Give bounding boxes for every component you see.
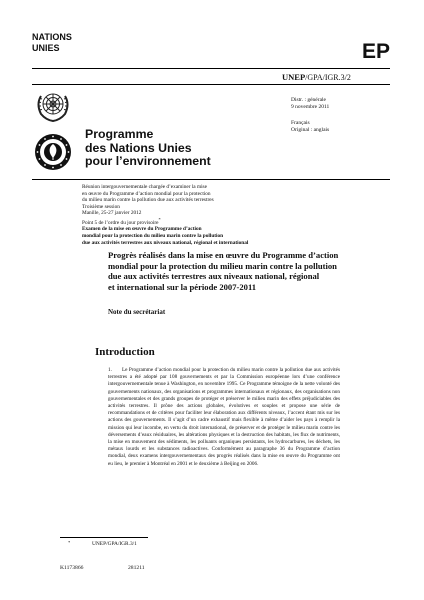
- agenda-item-line: [82, 217, 332, 226]
- agenda-footnote-mark: *: [158, 216, 161, 222]
- section-heading: Introduction: [95, 346, 155, 358]
- issue-date: 9 novembre 2011: [291, 104, 330, 110]
- language-code: EP: [362, 40, 391, 63]
- programme-line-2: des Nations Unies: [85, 140, 192, 155]
- item-title-line-1: Examen de la mise en œuvre du Programme d’action: [82, 226, 202, 233]
- paragraph-1: [108, 367, 340, 468]
- meeting-place: Manille, 25-27 janvier 2012: [82, 210, 142, 217]
- meeting-line-2: en œuvre du Programme d’action mondial pour la protection: [82, 190, 211, 197]
- org-line-2: UNIES: [32, 43, 60, 53]
- header-rule-bottom: [32, 179, 390, 180]
- secretariat-note: Note du secrétariat: [108, 308, 166, 316]
- paragraph-text: Le Programme d’action mondial pour la protection du milieu marin contre la pollution due aux activités terrestres a été adopté par 108 gouvernements et par la Commission européenne lors d’une conférence intergouvernementale tenue à Washington, en novembre 1995. Ce Programme témoigne de la nette volonté des gouvernements nationaux, des organisations et programmes internationaux et régionaux, des organisations non gouvernementales et des grands groupes de protéger et préserver le milieu marin des effets préjudiciables des activités terrestres. Il prône des actions globales, évolutives et souples et propose une série de recommandations et de critères pour faciliter leur élaboration aux différents niveaux, l’accent étant mis sur les actions des gouvernements. Il s’agit d’un cadre exhaustif mais flexible à même d’aider les pays à remplir la mission qui leur incombe, en vertu du droit international, de préserver et de protéger le milieu marin contre les déversements d’eaux résiduaires, les altérations physiques et la destruction des habitats, les flux de nutriments, la mise en mouvement des sédiments, les polluants organiques persistants, les hydrocarbures, les déchets, les métaux lourds et les substances radioactives. Conformément au paragraphe 36 du Programme d’action mondial, deux examens intergouvernementaux des progrès réalisés dans la mise en œuvre du Programme ont eu lieu, le premier à Montréal en 2001 et le deuxième à Beijing en 2006.: [108, 367, 340, 467]
- org-line-1: NATIONS: [32, 32, 72, 42]
- footnote-text: UNEP/GPA/IGR.3/1: [92, 541, 137, 547]
- programme-line-1: Programme: [85, 127, 154, 141]
- meeting-session: Troisième session: [82, 203, 120, 210]
- footnote-rule: [60, 537, 148, 538]
- symbol-prefix: UNEP: [282, 72, 306, 82]
- original-language: Français: [291, 120, 310, 126]
- programme-name: [85, 128, 211, 169]
- unep-logo-icon: [33, 132, 73, 172]
- title-line-1: Progrès réalisés dans la mise en œuvre du Programme d’action: [108, 250, 339, 260]
- distribution: Distr. : générale: [291, 97, 326, 103]
- paragraph-number: 1.: [108, 367, 112, 373]
- title-line-3: due aux activités terrestres aux niveaux national, régional: [108, 271, 320, 282]
- header-rule-top: [32, 68, 390, 69]
- meeting-line-3: du milieu marin contre la pollution due aux activités terrestres: [82, 197, 214, 204]
- job-number: K1173866: [60, 565, 84, 571]
- symbol-suffix: /GPA/IGR.3/2: [305, 73, 351, 82]
- meeting-line-1: Réunion intergouvernementale chargée d’examiner la mise: [82, 184, 207, 190]
- item-title-line-3: due aux activités terrestres aux niveaux national, régional et international: [82, 239, 249, 246]
- header-rule-symbol: [32, 84, 390, 85]
- footnote: [68, 541, 137, 547]
- document-symbol: [282, 72, 351, 82]
- organization-name: [32, 32, 72, 54]
- title-line-4: et international sur la période 2007-2011: [108, 281, 257, 292]
- agenda-item: Point 5 de l’ordre du jour provisoire: [82, 219, 159, 226]
- distribution-block: [291, 97, 329, 111]
- language-block: [291, 120, 329, 134]
- title-line-2: mondial pour la protection du milieu marin contre la pollution: [108, 260, 337, 271]
- un-emblem-icon: [33, 88, 73, 124]
- programme-line-3: pour l’environnement: [85, 154, 211, 168]
- meeting-block: [82, 184, 332, 246]
- original: Original : anglais: [291, 127, 330, 133]
- item-title-line-2: mondial pour la protection du milieu marin contre la pollution: [82, 232, 224, 239]
- footnote-mark: *: [68, 540, 71, 545]
- print-date: 281211: [128, 565, 145, 571]
- document-title: [108, 250, 348, 292]
